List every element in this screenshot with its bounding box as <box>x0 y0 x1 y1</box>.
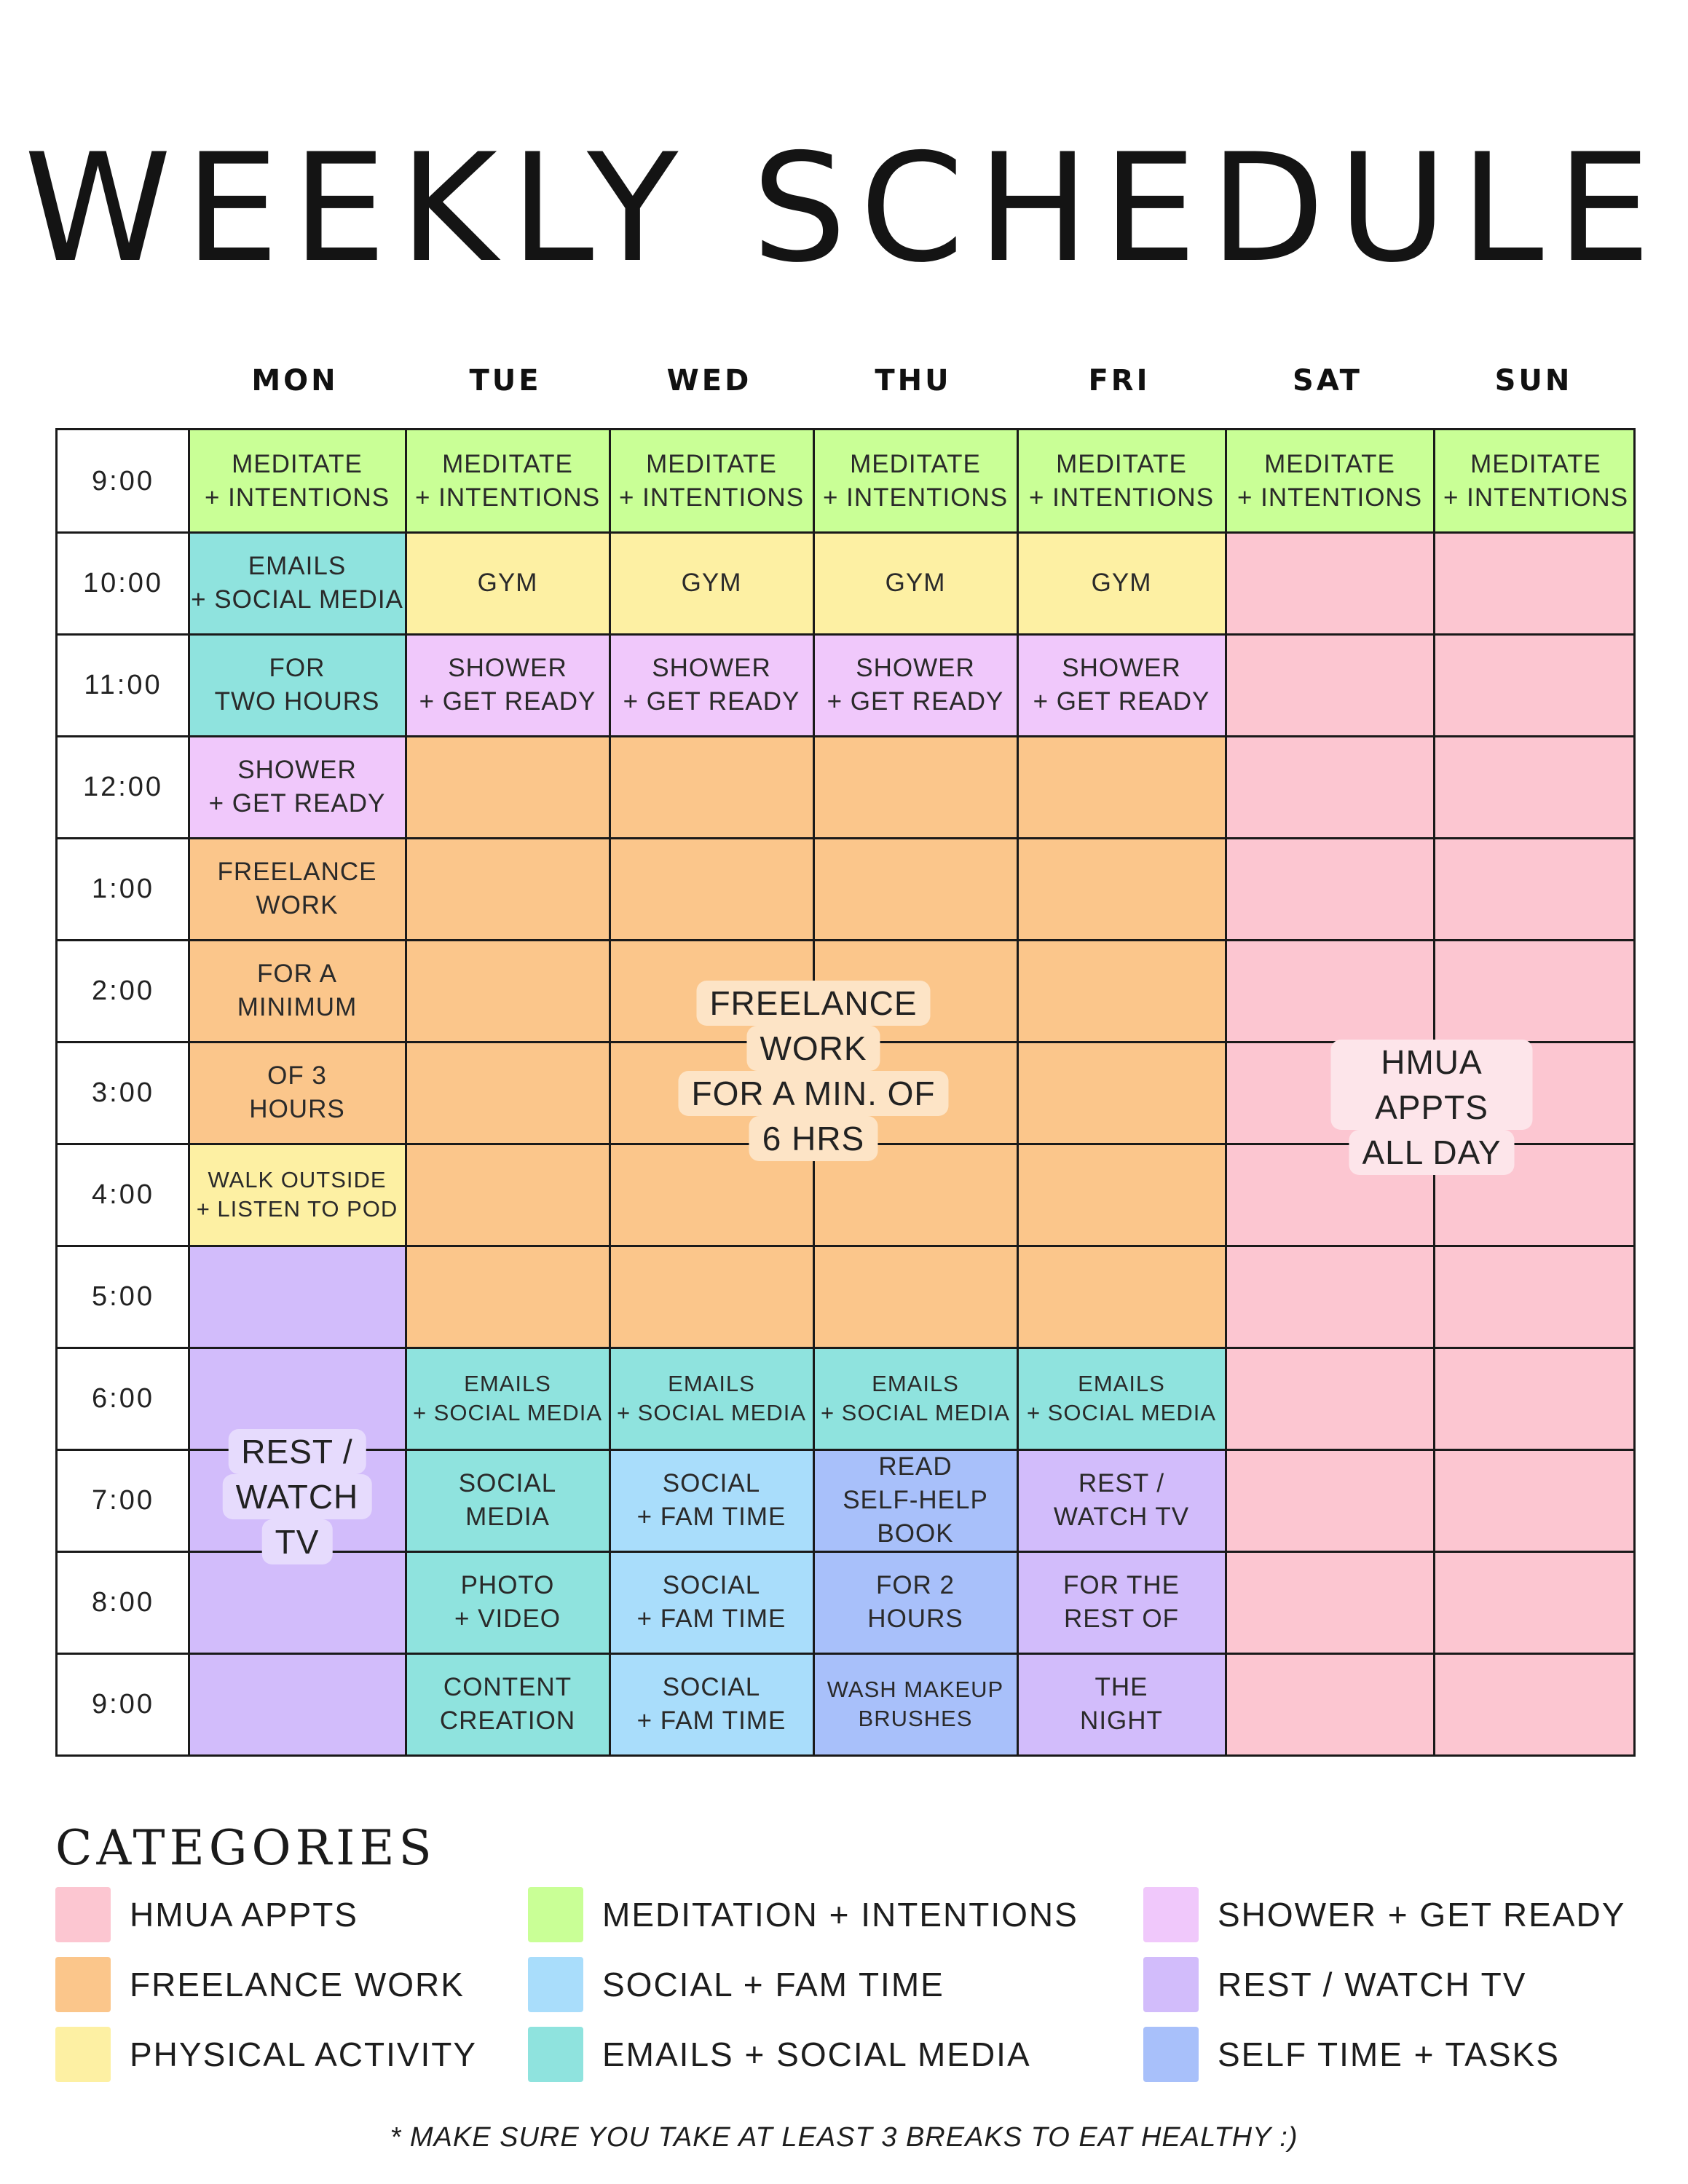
schedule-cell-thu: WASH MAKEUP BRUSHES <box>813 1653 1017 1755</box>
grid-column-line <box>1017 430 1019 1754</box>
schedule-cell-mon: EMAILS + SOCIAL MEDIA <box>189 532 406 634</box>
schedule-cell-fri: FOR THE REST OF <box>1017 1551 1226 1653</box>
overlay-line: HMUA APPTS <box>1331 1040 1533 1130</box>
legend-swatch <box>1143 1887 1199 1942</box>
schedule-cell-wed: EMAILS + SOCIAL MEDIA <box>610 1348 813 1449</box>
grid-column-line <box>405 430 407 1754</box>
grid-row-line <box>58 1653 1633 1655</box>
legend-swatch <box>55 1957 111 2012</box>
legend-item <box>1143 2027 1560 2082</box>
legend-label: PHYSICAL ACTIVITY <box>130 2035 478 2073</box>
schedule-cell-fri: GYM <box>1017 532 1226 634</box>
overlay-line: FOR A MIN. OF <box>678 1071 948 1116</box>
schedule-cell-wed: MEDITATE + INTENTIONS <box>610 430 813 532</box>
grid-row-line <box>58 735 1633 737</box>
schedule-cell-tue: MEDITATE + INTENTIONS <box>406 430 610 532</box>
schedule-cell-fri: MEDITATE + INTENTIONS <box>1017 430 1226 532</box>
time-label: 11:00 <box>58 634 189 736</box>
time-label: 1:00 <box>58 838 189 940</box>
grid-row-line <box>58 939 1633 941</box>
schedule-cell-wed: SOCIAL + FAM TIME <box>610 1653 813 1755</box>
legend-label: SHOWER + GET READY <box>1218 1896 1626 1934</box>
legend-swatch <box>1143 1957 1199 2012</box>
legend-swatch <box>1143 2027 1199 2082</box>
legend-item <box>55 1887 358 1942</box>
time-label: 12:00 <box>58 736 189 838</box>
schedule-cell-thu: MEDITATE + INTENTIONS <box>813 430 1017 532</box>
overlay-line: ALL DAY <box>1349 1130 1514 1175</box>
legend-item <box>1143 1957 1526 2012</box>
schedule-cell-mon: OF 3 HOURS <box>189 1042 406 1144</box>
schedule-cell-fri: THE NIGHT <box>1017 1653 1226 1755</box>
schedule-cell-fri: EMAILS + SOCIAL MEDIA <box>1017 1348 1226 1449</box>
overlay-line: TV <box>262 1519 333 1564</box>
overlay-label-rest <box>223 1429 372 1564</box>
schedule-cell-tue: CONTENT CREATION <box>406 1653 610 1755</box>
legend-item <box>528 1887 1078 1942</box>
overlay-label-hmua <box>1331 1040 1533 1175</box>
day-header-wed: WED <box>666 364 752 397</box>
schedule-cell-thu: READ SELF-HELP BOOK <box>813 1449 1017 1551</box>
schedule-cell-tue: EMAILS + SOCIAL MEDIA <box>406 1348 610 1449</box>
time-label: 9:00 <box>58 1653 189 1755</box>
legend-swatch <box>528 1957 583 2012</box>
time-label: 3:00 <box>58 1042 189 1144</box>
legend-label: EMAILS + SOCIAL MEDIA <box>602 2035 1031 2073</box>
time-label: 4:00 <box>58 1144 189 1246</box>
day-header-fri: FRI <box>1088 364 1151 397</box>
legend-label: REST / WATCH TV <box>1218 1966 1527 2003</box>
day-header-sun: SUN <box>1494 364 1573 397</box>
schedule-cell-thu: FOR 2 HOURS <box>813 1551 1017 1653</box>
legend-label: SELF TIME + TASKS <box>1218 2035 1560 2073</box>
legend-label: MEDITATION + INTENTIONS <box>602 1896 1078 1934</box>
schedule-cell-thu: EMAILS + SOCIAL MEDIA <box>813 1348 1017 1449</box>
page-title: WEEKLY SCHEDULE <box>23 122 1665 296</box>
legend-swatch <box>55 2027 111 2082</box>
grid-column-line <box>609 430 611 1754</box>
time-label: 8:00 <box>58 1551 189 1653</box>
schedule-cell-fri: SHOWER + GET READY <box>1017 634 1226 736</box>
schedule-cell-mon: WALK OUTSIDE + LISTEN TO POD <box>189 1144 406 1246</box>
schedule-cell-tue: PHOTO + VIDEO <box>406 1551 610 1653</box>
legend-item <box>55 1957 465 2012</box>
grid-column-line <box>1225 430 1227 1754</box>
legend-item <box>528 1957 944 2012</box>
time-label: 2:00 <box>58 940 189 1042</box>
overlay-line: WATCH <box>223 1474 372 1519</box>
day-header-sat: SAT <box>1293 364 1362 397</box>
overlay-label-freelance <box>678 981 948 1161</box>
grid-row-line <box>58 1347 1633 1349</box>
legend-swatch <box>528 2027 583 2082</box>
legend-swatch <box>55 1887 111 1942</box>
grid-row-line <box>58 633 1633 636</box>
categories-title: CATEGORIES <box>55 1820 436 1876</box>
legend-item <box>1143 1887 1625 1942</box>
schedule-cell-mon: FOR TWO HOURS <box>189 634 406 736</box>
schedule-cell-wed: SHOWER + GET READY <box>610 634 813 736</box>
schedule-cell-thu: SHOWER + GET READY <box>813 634 1017 736</box>
footer-note: * MAKE SURE YOU TAKE AT LEAST 3 BREAKS TO EAT HEALTHY :) <box>390 2122 1298 2153</box>
day-header-mon: MON <box>251 364 339 397</box>
schedule-cell-thu: GYM <box>813 532 1017 634</box>
schedule-cell-fri: REST / WATCH TV <box>1017 1449 1226 1551</box>
overlay-line: FREELANCE <box>696 981 930 1026</box>
legend-label: HMUA APPTS <box>130 1896 358 1934</box>
schedule-cell-wed: GYM <box>610 532 813 634</box>
time-label: 7:00 <box>58 1449 189 1551</box>
time-label: 9:00 <box>58 430 189 532</box>
time-label: 6:00 <box>58 1348 189 1449</box>
legend-label: SOCIAL + FAM TIME <box>602 1966 944 2003</box>
schedule-cell-tue: SOCIAL MEDIA <box>406 1449 610 1551</box>
schedule-cell-mon: MEDITATE + INTENTIONS <box>189 430 406 532</box>
schedule-cell-mon: FREELANCE WORK <box>189 838 406 940</box>
grid-row-line <box>58 837 1633 839</box>
time-label: 5:00 <box>58 1246 189 1348</box>
schedule-cell-wed: SOCIAL + FAM TIME <box>610 1449 813 1551</box>
overlay-line: WORK <box>746 1026 880 1071</box>
legend-swatch <box>528 1887 583 1942</box>
overlay-line: 6 HRS <box>749 1116 877 1161</box>
day-header-thu: THU <box>875 364 952 397</box>
schedule-cell-mon: SHOWER + GET READY <box>189 736 406 838</box>
grid-column-line <box>188 430 190 1754</box>
grid-row-line <box>58 531 1633 534</box>
schedule-cell-sat: MEDITATE + INTENTIONS <box>1226 430 1434 532</box>
time-label: 10:00 <box>58 532 189 634</box>
schedule-cell-tue: SHOWER + GET READY <box>406 634 610 736</box>
legend-item <box>55 2027 477 2082</box>
schedule-cell-mon: FOR A MINIMUM <box>189 940 406 1042</box>
schedule-cell-tue: GYM <box>406 532 610 634</box>
legend-label: FREELANCE WORK <box>130 1966 465 2003</box>
schedule-cell-wed: SOCIAL + FAM TIME <box>610 1551 813 1653</box>
schedule-cell-sun: MEDITATE + INTENTIONS <box>1434 430 1636 532</box>
grid-row-line <box>58 1245 1633 1247</box>
schedule-grid <box>55 428 1636 1757</box>
day-header-tue: TUE <box>469 364 542 397</box>
legend-item <box>528 2027 1031 2082</box>
overlay-line: REST / <box>228 1429 366 1474</box>
